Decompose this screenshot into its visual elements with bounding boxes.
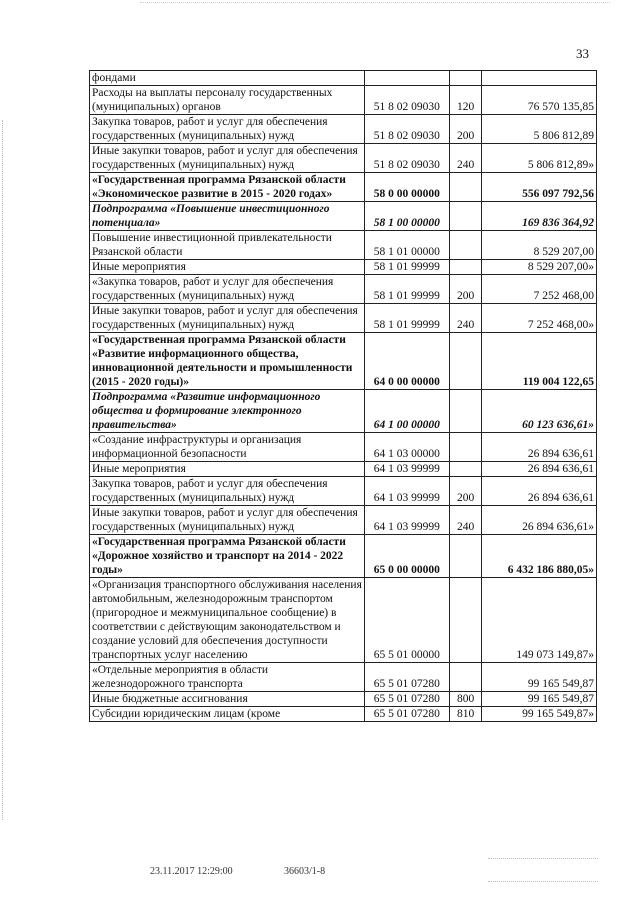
row-expense-type-cell: [449, 578, 482, 663]
row-expense-type-cell: [449, 390, 482, 433]
table-row: [90, 304, 597, 333]
row-amount-cell: 60 123 636,61»: [482, 390, 597, 433]
table-row: [90, 663, 597, 692]
row-code-cell: [364, 71, 449, 86]
row-code-cell: 65 5 01 00000: [364, 578, 449, 663]
row-expense-type-cell: [449, 663, 482, 692]
row-expense-type-cell: 810: [449, 707, 482, 722]
row-code-cell: 65 0 00 00000: [364, 535, 449, 578]
row-code-cell: 64 1 00 00000: [364, 390, 449, 433]
row-name-cell: «Отдельные мероприятия в области железнодорожного транспорта: [90, 663, 365, 692]
row-code-cell: 64 1 03 99999: [364, 477, 449, 506]
table-row: [90, 144, 597, 173]
row-code-cell: 58 1 01 99999: [364, 260, 449, 275]
row-code-cell: 51 8 02 09030: [364, 115, 449, 144]
table-row: [90, 71, 597, 86]
row-expense-type-cell: 200: [449, 275, 482, 304]
table-row: [90, 477, 597, 506]
row-name-cell: Иные закупки товаров, работ и услуг для обеспечения государственных (муниципальных) нужд: [90, 144, 365, 173]
row-name-cell: Закупка товаров, работ и услуг для обеспечения государственных (муниципальных) нужд: [90, 115, 365, 144]
row-code-cell: 51 8 02 09030: [364, 86, 449, 115]
table-row: [90, 260, 597, 275]
row-amount-cell: 99 165 549,87»: [482, 707, 597, 722]
table-row: [90, 462, 597, 477]
row-code-cell: 58 1 01 00000: [364, 231, 449, 260]
table-row: [90, 433, 597, 462]
row-name-cell: «Создание инфраструктуры и организация информационной безопасности: [90, 433, 365, 462]
row-name-cell: Иные бюджетные ассигнования: [90, 692, 365, 707]
row-amount-cell: 5 806 812,89: [482, 115, 597, 144]
table-row: [90, 390, 597, 433]
row-expense-type-cell: 800: [449, 692, 482, 707]
table-row: [90, 275, 597, 304]
scan-edge-artifact: [140, 2, 610, 3]
row-expense-type-cell: 240: [449, 304, 482, 333]
row-name-cell: Субсидии юридическим лицам (кроме: [90, 707, 365, 722]
row-name-cell: Расходы на выплаты персоналу государственных (муниципальных) органов: [90, 86, 365, 115]
table-row: [90, 535, 597, 578]
table-row: [90, 173, 597, 202]
row-expense-type-cell: [449, 333, 482, 390]
row-name-cell: «Государственная программа Рязанской области «Экономическое развитие в 2015 - 2020 годах»: [90, 173, 365, 202]
row-expense-type-cell: [449, 173, 482, 202]
row-amount-cell: 169 836 364,92: [482, 202, 597, 231]
table-row: [90, 115, 597, 144]
table-row: [90, 578, 597, 663]
row-amount-cell: 7 252 468,00»: [482, 304, 597, 333]
budget-table-body: [90, 71, 597, 722]
table-row: [90, 86, 597, 115]
row-amount-cell: 99 165 549,87: [482, 663, 597, 692]
row-name-cell: «Государственная программа Рязанской области «Развитие информационного общества, инновационной деятельности и промышленности (2015 - 2020 годы)»: [90, 333, 365, 390]
row-expense-type-cell: [449, 231, 482, 260]
row-expense-type-cell: [449, 202, 482, 231]
row-code-cell: 65 5 01 07280: [364, 707, 449, 722]
row-amount-cell: 8 529 207,00»: [482, 260, 597, 275]
row-name-cell: Подпрограмма «Повышение инвестиционного потенциала»: [90, 202, 365, 231]
row-expense-type-cell: 240: [449, 144, 482, 173]
row-amount-cell: 26 894 636,61: [482, 477, 597, 506]
row-expense-type-cell: [449, 71, 482, 86]
row-code-cell: 64 1 03 99999: [364, 462, 449, 477]
row-amount-cell: 8 529 207,00: [482, 231, 597, 260]
row-code-cell: 58 1 01 99999: [364, 275, 449, 304]
row-code-cell: 64 0 00 00000: [364, 333, 449, 390]
row-code-cell: 64 1 03 99999: [364, 506, 449, 535]
row-code-cell: 58 0 00 00000: [364, 173, 449, 202]
table-row: [90, 333, 597, 390]
row-amount-cell: 26 894 636,61»: [482, 506, 597, 535]
row-name-cell: Закупка товаров, работ и услуг для обеспечения государственных (муниципальных) нужд: [90, 477, 365, 506]
row-expense-type-cell: [449, 260, 482, 275]
scan-margin-artifact: [2, 120, 6, 820]
table-row: [90, 692, 597, 707]
table-row: [90, 231, 597, 260]
row-name-cell: «Организация транспортного обслуживания населения автомобильным, железнодорожным транспортом (пригородное и межмуниципальное сообщение) в соответствии с действующим законодательством и создание условий для обеспечения доступности транспортных услуг населению: [90, 578, 365, 663]
row-amount-cell: 149 073 149,87»: [482, 578, 597, 663]
row-expense-type-cell: 200: [449, 477, 482, 506]
row-amount-cell: 76 570 135,85: [482, 86, 597, 115]
row-name-cell: Иные закупки товаров, работ и услуг для обеспечения государственных (муниципальных) нужд: [90, 506, 365, 535]
row-code-cell: 58 1 01 99999: [364, 304, 449, 333]
row-expense-type-cell: [449, 462, 482, 477]
table-row: [90, 506, 597, 535]
row-name-cell: Подпрограмма «Развитие информационного общества и формирование электронного правительства»: [90, 390, 365, 433]
row-amount-cell: 26 894 636,61: [482, 433, 597, 462]
row-name-cell: фондами: [90, 71, 365, 86]
row-code-cell: 58 1 00 00000: [364, 202, 449, 231]
footer-timestamp: 23.11.2017 12:29:00: [150, 866, 233, 877]
row-expense-type-cell: [449, 433, 482, 462]
row-name-cell: Иные закупки товаров, работ и услуг для обеспечения государственных (муниципальных) нужд: [90, 304, 365, 333]
table-row: [90, 202, 597, 231]
footer-document-id: 36603/1-8: [284, 866, 326, 877]
row-amount-cell: 99 165 549,87: [482, 692, 597, 707]
row-name-cell: Иные мероприятия: [90, 260, 365, 275]
row-expense-type-cell: 240: [449, 506, 482, 535]
row-name-cell: Иные мероприятия: [90, 462, 365, 477]
row-code-cell: 65 5 01 07280: [364, 692, 449, 707]
row-amount-cell: [482, 71, 597, 86]
row-name-cell: Повышение инвестиционной привлекательности Рязанской области: [90, 231, 365, 260]
row-expense-type-cell: [449, 535, 482, 578]
row-amount-cell: 556 097 792,56: [482, 173, 597, 202]
row-name-cell: «Государственная программа Рязанской области «Дорожное хозяйство и транспорт на 2014 - 2022 годы»: [90, 535, 365, 578]
row-amount-cell: 5 806 812,89»: [482, 144, 597, 173]
budget-table: [89, 70, 597, 722]
row-code-cell: 65 5 01 07280: [364, 663, 449, 692]
row-name-cell: «Закупка товаров, работ и услуг для обеспечения государственных (муниципальных) нужд: [90, 275, 365, 304]
row-expense-type-cell: 200: [449, 115, 482, 144]
row-amount-cell: 26 894 636,61: [482, 462, 597, 477]
page-number: 33: [576, 46, 589, 61]
row-expense-type-cell: 120: [449, 86, 482, 115]
row-amount-cell: 119 004 122,65: [482, 333, 597, 390]
registration-stamp: [488, 858, 598, 882]
row-code-cell: 51 8 02 09030: [364, 144, 449, 173]
row-code-cell: 64 1 03 00000: [364, 433, 449, 462]
row-amount-cell: 7 252 468,00: [482, 275, 597, 304]
row-amount-cell: 6 432 186 880,05»: [482, 535, 597, 578]
table-row: [90, 707, 597, 722]
